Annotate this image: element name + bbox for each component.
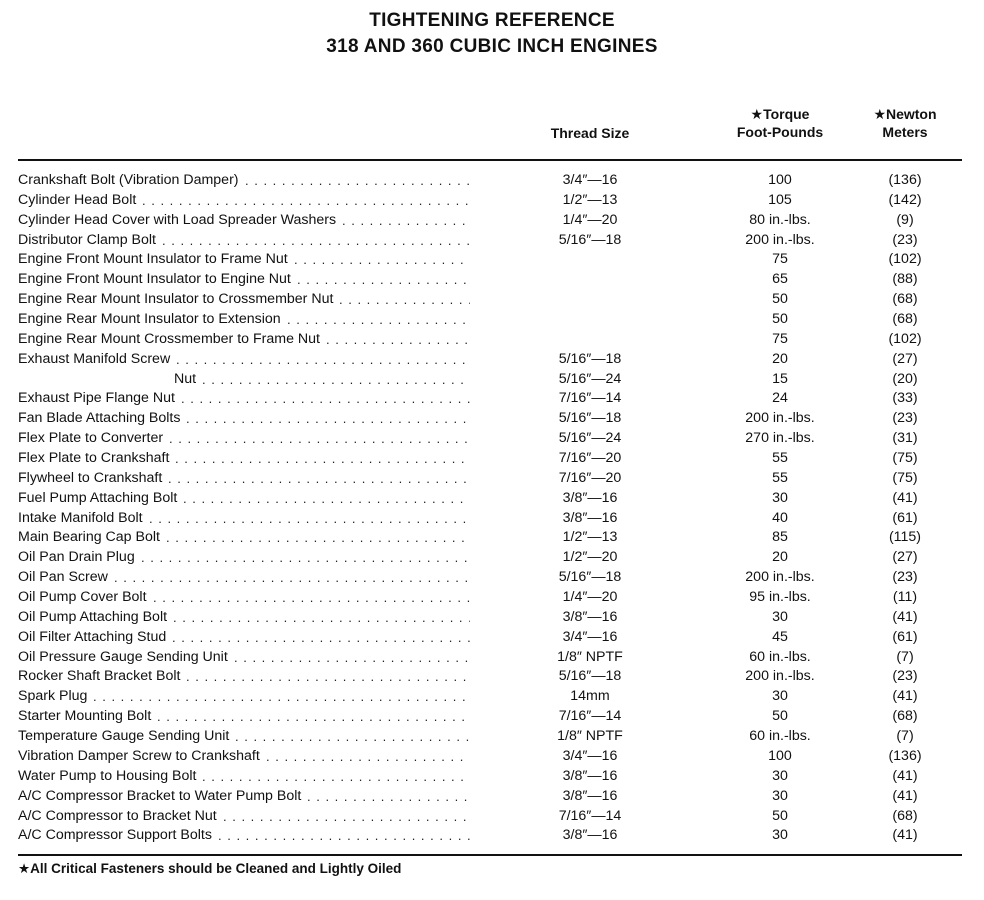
table-row <box>0 330 984 350</box>
dot-leader <box>342 211 470 231</box>
fastener-name: Cylinder Head Bolt <box>18 191 137 208</box>
title-line-1: TIGHTENING REFERENCE <box>369 10 615 31</box>
torque-cell: 30 <box>772 787 788 804</box>
fastener-name: Starter Mounting Bolt <box>18 708 152 725</box>
thread-size-cell: 5/16″—18 <box>558 410 622 427</box>
dot-leader <box>307 787 470 807</box>
newton-meters-cell: (7) <box>896 648 914 665</box>
table-row <box>0 588 984 608</box>
torque-cell: 30 <box>772 489 788 506</box>
table-row <box>0 628 984 648</box>
dot-leader <box>169 429 470 449</box>
fastener-name: Cylinder Head Cover with Load Spreader Washers <box>18 211 337 228</box>
fastener-name: A/C Compressor to Bracket Nut <box>18 807 217 824</box>
dot-leader <box>287 310 470 330</box>
fastener-name: Oil Filter Attaching Stud <box>18 628 167 645</box>
torque-cell: 24 <box>772 390 788 407</box>
table-row <box>0 191 984 211</box>
dot-leader <box>168 469 470 489</box>
torque-cell: 40 <box>772 509 788 526</box>
table-row <box>0 350 984 370</box>
torque-cell: 75 <box>772 330 788 347</box>
newton-meters-cell: (61) <box>892 628 918 645</box>
table-row <box>0 489 984 509</box>
newton-meters-cell: (20) <box>892 370 918 387</box>
thread-size-cell: 3/8″—16 <box>562 608 618 625</box>
torque-cell: 270 in.-lbs. <box>745 430 815 447</box>
thread-size-cell: 5/16″—18 <box>558 231 622 248</box>
thread-size-cell: 7/16″—14 <box>558 807 622 824</box>
table-row <box>0 211 984 231</box>
newton-meters-cell: (11) <box>892 589 918 606</box>
thread-size-cell: 1/2″—13 <box>562 529 618 546</box>
thread-size-cell: 5/16″—24 <box>558 430 622 447</box>
thread-size-cell: 7/16″—20 <box>558 450 622 467</box>
newton-meters-cell: (27) <box>892 350 918 367</box>
table-row <box>0 469 984 489</box>
table-row <box>0 250 984 270</box>
thread-size-cell: 1/8″ NPTF <box>557 728 623 745</box>
thread-size-cell: 3/4″—16 <box>562 747 618 764</box>
torque-cell: 95 in.-lbs. <box>749 589 811 606</box>
torque-cell: 100 <box>768 172 792 188</box>
fastener-name: Engine Front Mount Insulator to Frame Nut <box>18 251 288 268</box>
torque-cell: 105 <box>768 191 792 208</box>
fastener-name: Vibration Damper Screw to Crankshaft <box>18 747 260 764</box>
dot-leader <box>186 409 470 429</box>
dot-leader <box>223 807 470 827</box>
table-row <box>0 787 984 807</box>
newton-meters-cell: (41) <box>892 608 918 625</box>
fastener-name: Oil Pump Cover Bolt <box>18 589 147 606</box>
fastener-name: Flex Plate to Converter <box>18 430 164 447</box>
dot-leader <box>173 608 470 628</box>
newton-meters-cell: (23) <box>892 569 918 586</box>
torque-table <box>0 171 984 846</box>
torque-cell: 200 in.-lbs. <box>745 231 815 248</box>
thread-size-cell: 1/2″—20 <box>562 549 618 566</box>
torque-cell: 100 <box>768 747 792 764</box>
torque-cell: 50 <box>772 807 788 824</box>
thread-size-cell: 14mm <box>570 688 610 705</box>
newton-meters-cell: (68) <box>892 311 918 328</box>
thread-size-cell: 3/4″—16 <box>562 628 618 645</box>
dot-leader <box>234 648 470 668</box>
thread-size-cell: 5/16″—18 <box>558 668 622 685</box>
newton-meters-cell: (23) <box>892 410 918 427</box>
dot-leader <box>297 270 470 290</box>
torque-cell: 60 in.-lbs. <box>749 648 811 665</box>
torque-cell: 65 <box>772 271 788 288</box>
thread-size-cell: 3/8″—16 <box>562 767 618 784</box>
torque-cell: 50 <box>772 708 788 725</box>
fastener-name: Main Bearing Cap Bolt <box>18 529 160 546</box>
table-row <box>0 310 984 330</box>
dot-leader <box>245 171 470 191</box>
thread-size-cell: 3/4″—16 <box>562 172 618 188</box>
newton-meters-cell: (75) <box>892 450 918 467</box>
dot-leader <box>202 767 470 787</box>
newton-meters-cell: (41) <box>892 688 918 705</box>
dot-leader <box>114 568 470 588</box>
dot-leader <box>186 667 470 687</box>
torque-cell: 30 <box>772 827 788 844</box>
fastener-name: Distributor Clamp Bolt <box>18 231 156 248</box>
torque-cell: 30 <box>772 767 788 784</box>
table-row <box>0 707 984 727</box>
dot-leader <box>142 191 470 211</box>
fastener-name: Engine Front Mount Insulator to Engine Nut <box>18 271 291 288</box>
newton-meters-cell: (41) <box>892 787 918 804</box>
dot-leader <box>176 350 470 370</box>
fastener-name: Engine Rear Mount Insulator to Extension <box>18 311 281 328</box>
thread-size-cell: 7/16″—20 <box>558 469 622 486</box>
torque-cell: 20 <box>772 350 788 367</box>
dot-leader <box>162 231 470 251</box>
fastener-name: Nut <box>174 370 197 387</box>
dot-leader <box>175 449 470 469</box>
table-row <box>0 290 984 310</box>
fastener-name: Intake Manifold Bolt <box>18 509 143 526</box>
newton-meters-cell: (61) <box>892 509 918 526</box>
thread-size-cell: 5/16″—18 <box>558 569 622 586</box>
thread-size-cell: 7/16″—14 <box>558 708 622 725</box>
header-divider <box>18 159 962 161</box>
dot-leader <box>181 389 470 409</box>
footer-divider <box>18 854 962 856</box>
table-row <box>0 449 984 469</box>
torque-cell: 30 <box>772 688 788 705</box>
footnote: ★All Critical Fasteners should be Cleaned and Lightly Oiled <box>18 861 402 876</box>
fastener-name: Spark Plug <box>18 688 88 705</box>
table-row <box>0 667 984 687</box>
thread-size-cell: 3/8″—16 <box>562 489 618 506</box>
newton-meters-cell: (115) <box>888 529 922 546</box>
torque-cell: 75 <box>772 251 788 268</box>
fastener-name: Oil Pump Attaching Bolt <box>18 608 168 625</box>
torque-cell: 20 <box>772 549 788 566</box>
fastener-name: Exhaust Manifold Screw <box>18 350 171 367</box>
table-row <box>0 171 984 191</box>
table-row <box>0 767 984 787</box>
dot-leader <box>339 290 470 310</box>
thread-size-cell: 3/8″—16 <box>562 787 618 804</box>
newton-meters-cell: (102) <box>888 330 922 347</box>
newton-meters-cell: (31) <box>892 430 918 447</box>
newton-meters-cell: (23) <box>892 231 918 248</box>
table-row <box>0 727 984 747</box>
fastener-name: Engine Rear Mount Insulator to Crossmember Nut <box>18 291 334 308</box>
thread-size-cell: 3/8″—16 <box>562 827 618 844</box>
torque-cell: 80 in.-lbs. <box>749 211 811 228</box>
torque-cell: 45 <box>772 628 788 645</box>
fastener-name: Rocker Shaft Bracket Bolt <box>18 668 181 685</box>
table-row <box>0 807 984 827</box>
table-row <box>0 747 984 767</box>
dot-leader <box>166 528 470 548</box>
newton-meters-cell: (136) <box>888 172 922 188</box>
fastener-name: Oil Pressure Gauge Sending Unit <box>18 648 228 665</box>
fastener-name: Oil Pan Drain Plug <box>18 549 135 566</box>
fastener-name: Crankshaft Bolt (Vibration Damper) <box>18 172 239 188</box>
torque-cell: 60 in.-lbs. <box>749 728 811 745</box>
dot-leader <box>172 628 470 648</box>
table-row <box>0 370 984 390</box>
dot-leader <box>183 489 470 509</box>
table-row <box>0 687 984 707</box>
thread-size-cell: 3/8″—16 <box>562 509 618 526</box>
newton-meters-cell: (9) <box>896 211 914 228</box>
table-row <box>0 826 984 846</box>
fastener-name: Water Pump to Housing Bolt <box>18 767 197 784</box>
table-row <box>0 648 984 668</box>
column-header-thread-size: Thread Size <box>550 125 630 141</box>
fastener-name: Temperature Gauge Sending Unit <box>18 728 230 745</box>
torque-cell: 15 <box>772 370 788 387</box>
table-row <box>0 509 984 529</box>
title-line-2: 318 AND 360 CUBIC INCH ENGINES <box>326 36 658 57</box>
torque-cell: 50 <box>772 311 788 328</box>
table-row <box>0 548 984 568</box>
table-row <box>0 409 984 429</box>
dot-leader <box>266 747 470 767</box>
torque-cell: 200 in.-lbs. <box>745 569 815 586</box>
newton-meters-cell: (41) <box>892 489 918 506</box>
torque-cell: 55 <box>772 469 788 486</box>
newton-meters-cell: (75) <box>892 469 918 486</box>
dot-leader <box>93 687 470 707</box>
dot-leader <box>157 707 470 727</box>
fastener-name: A/C Compressor Support Bolts <box>18 827 212 844</box>
torque-cell: 50 <box>772 291 788 308</box>
table-row <box>0 568 984 588</box>
column-header-torque <box>715 105 845 141</box>
newton-header-line-1: ★Newton <box>873 106 937 122</box>
newton-meters-cell: (27) <box>892 549 918 566</box>
newton-meters-cell: (68) <box>892 708 918 725</box>
newton-meters-cell: (68) <box>892 291 918 308</box>
newton-meters-cell: (41) <box>892 767 918 784</box>
newton-meters-cell: (7) <box>896 728 914 745</box>
newton-meters-cell: (33) <box>892 390 918 407</box>
torque-header-line-2: Foot-Pounds <box>736 124 824 140</box>
fastener-name: Engine Rear Mount Crossmember to Frame Nut <box>18 330 320 347</box>
dot-leader <box>202 370 470 390</box>
thread-size-cell: 5/16″—18 <box>558 350 622 367</box>
fastener-name: Fan Blade Attaching Bolts <box>18 410 181 427</box>
table-row <box>0 389 984 409</box>
thread-size-cell: 1/8″ NPTF <box>557 648 623 665</box>
page-title <box>0 8 984 60</box>
table-row <box>0 231 984 251</box>
fastener-name: Fuel Pump Attaching Bolt <box>18 489 178 506</box>
thread-size-cell: 5/16″—24 <box>558 370 622 387</box>
dot-leader <box>149 509 470 529</box>
table-row <box>0 270 984 290</box>
dot-leader <box>141 548 470 568</box>
fastener-name: A/C Compressor Bracket to Water Pump Bolt <box>18 787 302 804</box>
newton-meters-cell: (102) <box>888 251 922 268</box>
fastener-name: Exhaust Pipe Flange Nut <box>18 390 175 407</box>
dot-leader <box>326 330 470 350</box>
torque-header-line-1: ★Torque <box>750 106 810 122</box>
newton-meters-cell: (68) <box>892 807 918 824</box>
newton-meters-cell: (23) <box>892 668 918 685</box>
torque-cell: 85 <box>772 529 788 546</box>
fastener-name: Flex Plate to Crankshaft <box>18 450 170 467</box>
thread-size-cell: 7/16″—14 <box>558 390 622 407</box>
dot-leader <box>294 250 470 270</box>
dot-leader <box>235 727 470 747</box>
thread-size-cell: 1/2″—13 <box>562 191 618 208</box>
newton-meters-cell: (41) <box>892 827 918 844</box>
fastener-name: Flywheel to Crankshaft <box>18 469 163 486</box>
newton-meters-cell: (88) <box>892 271 918 288</box>
dot-leader <box>153 588 470 608</box>
fastener-name: Oil Pan Screw <box>18 569 108 586</box>
torque-cell: 200 in.-lbs. <box>745 410 815 427</box>
newton-meters-cell: (136) <box>888 747 922 764</box>
column-header-newton-meters <box>850 105 960 141</box>
table-row <box>0 528 984 548</box>
dot-leader <box>218 826 470 846</box>
thread-size-cell: 1/4″—20 <box>562 211 618 228</box>
thread-size-cell: 1/4″—20 <box>562 589 618 606</box>
torque-cell: 55 <box>772 450 788 467</box>
table-row <box>0 429 984 449</box>
newton-meters-cell: (142) <box>888 191 922 208</box>
table-row <box>0 608 984 628</box>
newton-header-line-2: Meters <box>882 124 928 140</box>
torque-cell: 30 <box>772 608 788 625</box>
torque-cell: 200 in.-lbs. <box>745 668 815 685</box>
